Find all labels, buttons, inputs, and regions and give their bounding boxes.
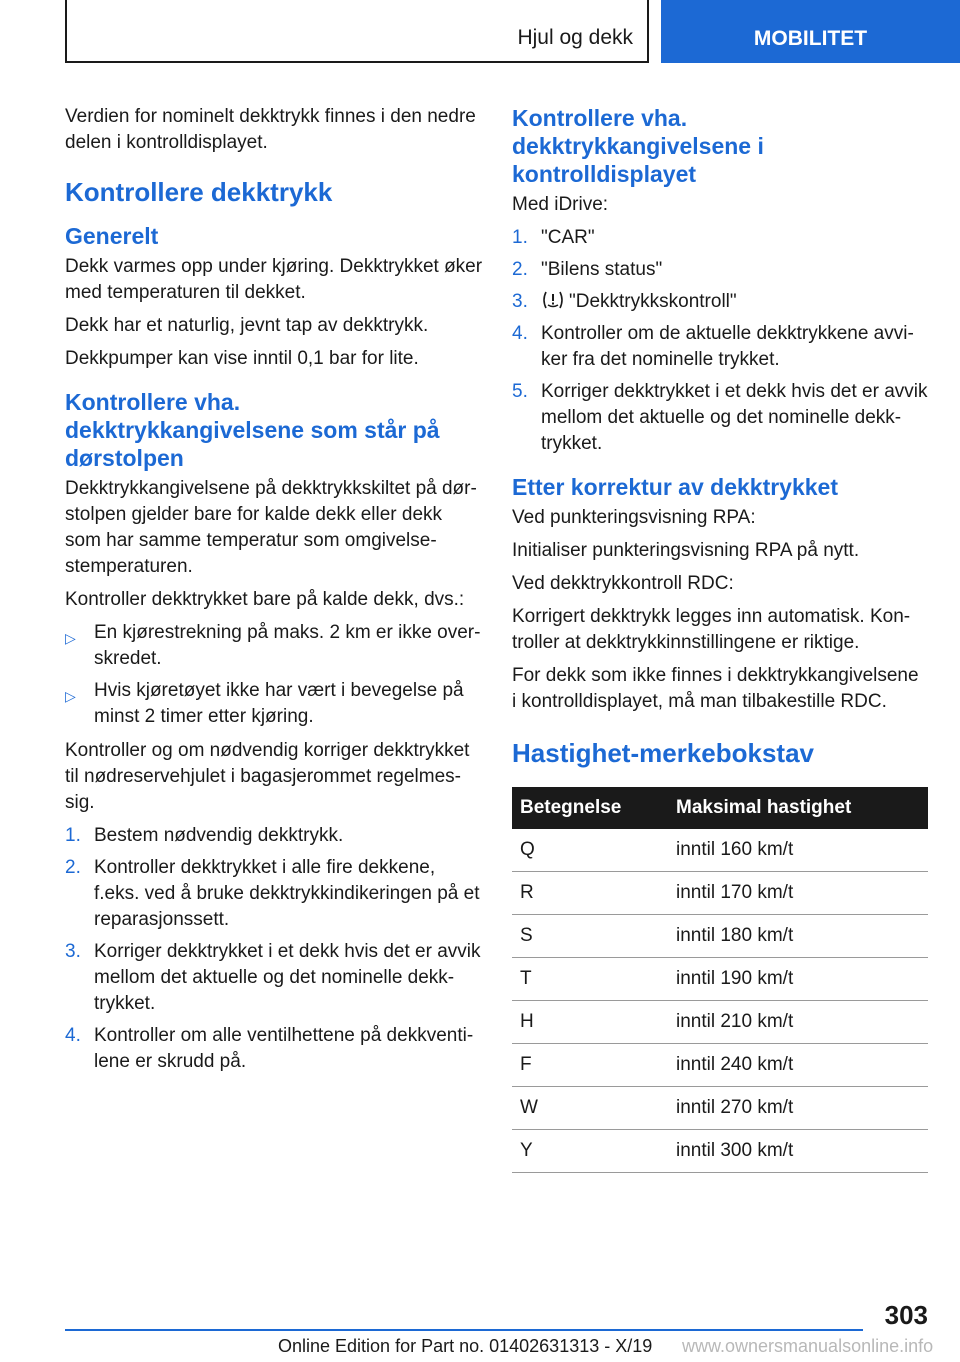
table-row: Q inntil 160 km/t [512,829,928,872]
column-header-designation: Betegnelse [512,787,668,829]
after-paragraph-5: For dekk som ikke finnes i dekktrykkangivelsene i kontrolldisplayet, må man tilbakestille RDC. [512,665,919,712]
heading-control-display: Kontrollere vha. dekktrykkangivelsene i kontrolldisplayet [512,105,764,187]
heading-check-tire-pressure: Kontrollere dekktrykk [65,177,333,207]
list-item: 4. Kontroller om alle ventilhettene på dekkventi-lene er skrudd på. [65,1025,474,1072]
right-column [512,104,928,1173]
after-paragraph-2: Initialiser punkteringsvisning RPA på nytt. [512,540,860,561]
table-row: F inntil 240 km/t [512,1044,928,1087]
table-row: W inntil 270 km/t [512,1087,928,1130]
idrive-steps-list [512,225,928,457]
table-row: T inntil 190 km/t [512,958,928,1001]
pillar-paragraph-2: Kontroller dekktrykket bare på kalde dekk, dvs.: [65,589,465,610]
triangle-bullet-icon: ▷ [65,630,76,646]
idrive-paragraph: Med iDrive: [512,194,609,215]
header-box [65,0,649,63]
speed-rating-table [512,787,928,1173]
list-item: 1. Bestem nødvendig dekktrykk. [65,825,344,846]
heading-door-pillar: Kontrollere vha. dekktrykkangivelsene som står på dørstolpen [65,389,440,471]
tire-pressure-warning-icon [541,290,565,310]
table-row: Y inntil 300 km/t [512,1130,928,1173]
cold-tire-bullets [65,620,483,730]
pillar-paragraph-3: Kontroller og om nødvendig korriger dekktrykket til nødreservehjulet i bagasjerommet regelmes-sig. [65,740,470,813]
triangle-bullet-icon: ▷ [65,688,76,704]
list-item: 2. Kontroller dekktrykket i alle fire dekkene, f.eks. ved å bruke dekktrykkindikeringen på et reparasjonssett. [65,857,480,930]
footer-edition: Online Edition for Part no. 01402631313 - X/19 [278,1336,653,1356]
list-item: 4. Kontroller om de aktuelle dekktrykkene avvi-ker fra det nominelle trykket. [512,323,914,370]
general-paragraph-2: Dekk har et naturlig, jevnt tap av dekktrykk. [65,315,429,336]
list-item: ▷ Hvis kjøretøyet ikke har vært i bevegelse på minst 2 timer etter kjøring. [65,680,464,727]
header-section-title: Hjul og dekk [517,26,633,49]
table-header-row [512,787,928,829]
general-paragraph-1: Dekk varmes opp under kjøring. Dekktrykket øker med temperaturen til dekket. [65,256,483,303]
list-item: 3. Korriger dekktrykket i et dekk hvis det er avvik mellom det aktuelle og det nominelle dekk-trykket. [65,941,481,1014]
list-item: 3. "Dekktrykkskontroll" [512,291,737,312]
column-header-max-speed: Maksimal hastighet [668,787,928,829]
check-steps-list [65,823,483,1075]
list-item: 1. "CAR" [512,227,595,248]
list-item: 5. Korriger dekktrykket i et dekk hvis det er avvik mellom det aktuelle og det nominelle dekk-trykket. [512,381,928,454]
intro-paragraph: Verdien for nominelt dekktrykk finnes i den nedre delen i kontrolldisplayet. [65,106,476,153]
after-paragraph-3: Ved dekktrykkontroll RDC: [512,573,734,594]
list-item: 2. "Bilens status" [512,259,663,280]
heading-after-correction: Etter korrektur av dekktrykket [512,474,838,500]
list-item: ▷ En kjørestrekning på maks. 2 km er ikke over-skredet. [65,622,481,669]
pillar-paragraph-1: Dekktrykkangivelsene på dekktrykkskiltet på dør-stolpen gjelder bare for kalde dekk eller dekk som har samme temperatur som omgivelse-stemperaturen. [65,478,477,577]
header-chapter-tab[interactable]: MOBILITET [661,0,960,63]
after-paragraph-4: Korrigert dekktrykk legges inn automatisk. Kon-troller at dekktrykkinnstillingene er riktige. [512,606,911,653]
table-row: H inntil 210 km/t [512,1001,928,1044]
heading-speed-rating: Hastighet-merkebokstav [512,738,814,768]
left-column [65,104,483,1083]
footer-watermark[interactable]: www.ownersmanualsonline.info [682,1336,934,1356]
page-number: 303 [884,1300,928,1330]
heading-general: Generelt [65,223,159,249]
footer-divider [65,1329,863,1331]
table-row: R inntil 170 km/t [512,872,928,915]
after-paragraph-1: Ved punkteringsvisning RPA: [512,507,756,528]
table-row: S inntil 180 km/t [512,915,928,958]
general-paragraph-3: Dekkpumper kan vise inntil 0,1 bar for lite. [65,348,419,369]
